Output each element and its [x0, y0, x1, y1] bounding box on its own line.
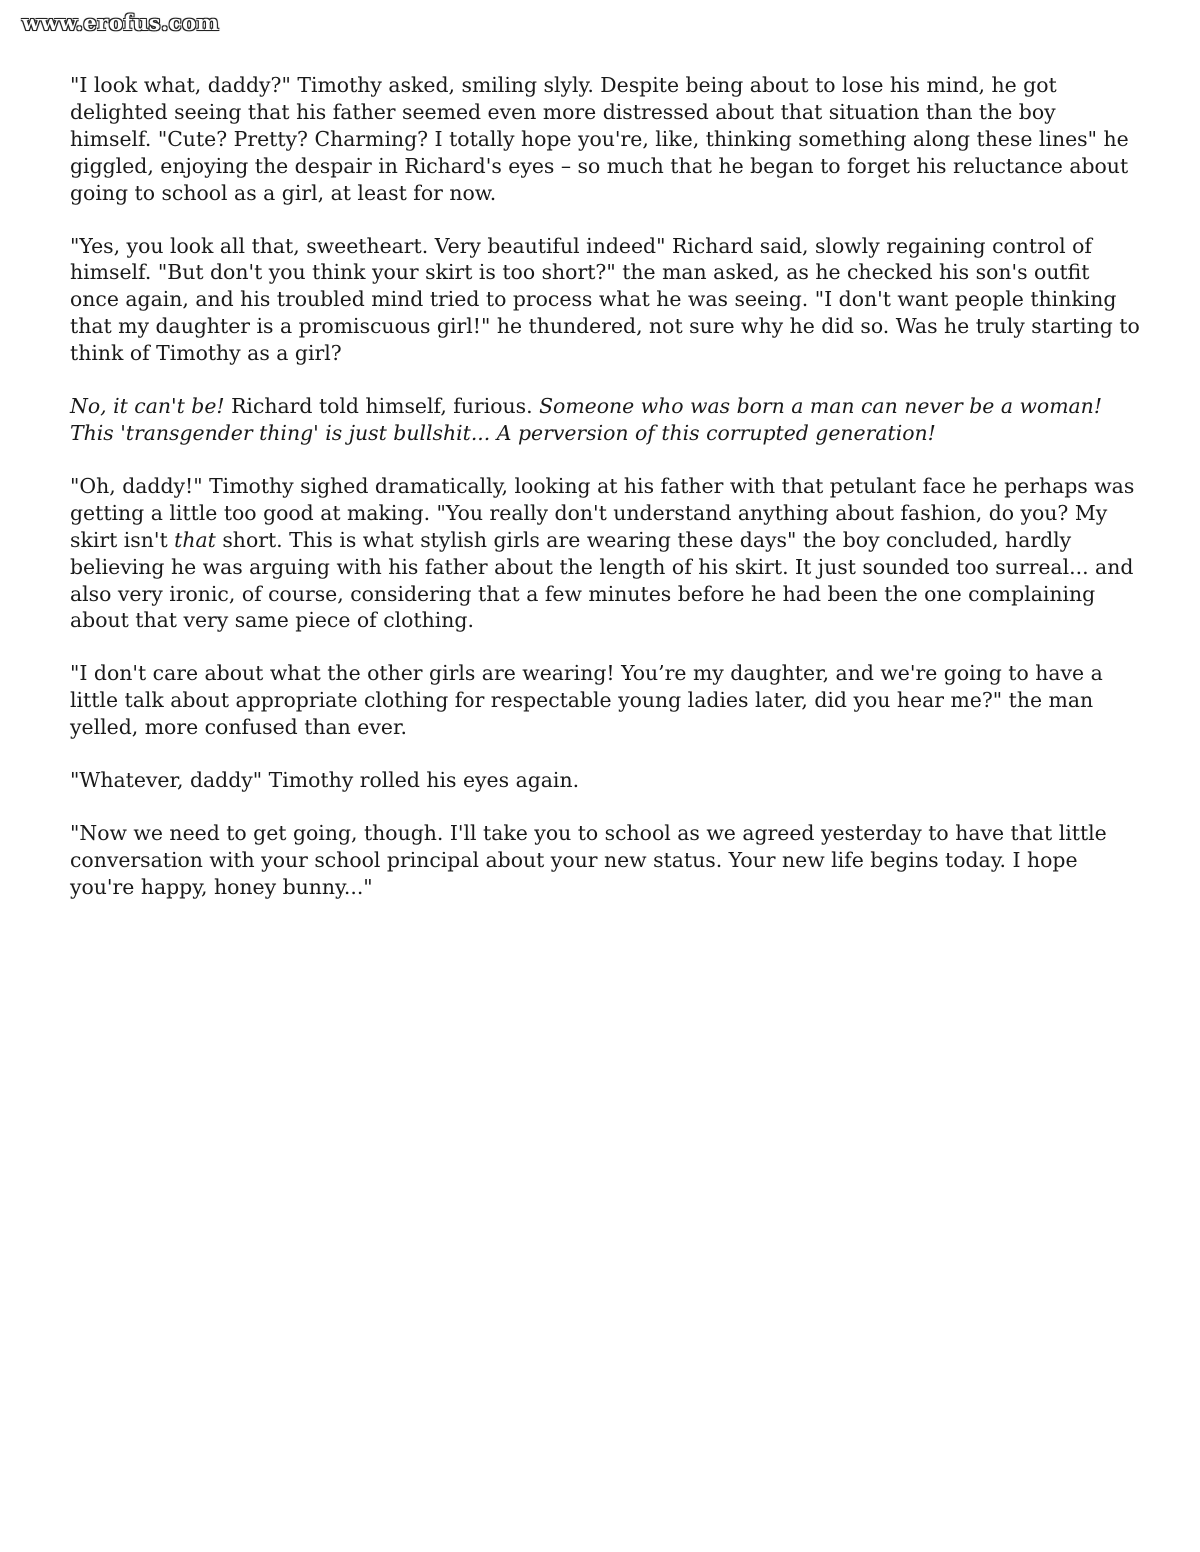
paragraph-5 — [70, 660, 1142, 741]
italic-emphasis: that — [174, 527, 216, 552]
document-body — [70, 72, 1142, 927]
paragraph-3-inner-thoughts — [70, 393, 1142, 447]
paragraph-text: short. This is what stylish girls are wearing these days" the boy concluded, hardly believing he was arguing with his father about the length of his skirt. It just sounded too surreal... and also very ironic, of course, considering that a few minutes before he had been the one complaining about that very same piece of clothing. — [70, 527, 1134, 633]
italic-thought: Someone who was born a man can never be a woman! This 'transgender thing' is just bullshit... A perversion of this corrupted generation! — [70, 394, 1103, 445]
paragraph-6 — [70, 767, 1142, 794]
paragraph-text: Richard told himself, furious. — [224, 394, 540, 419]
paragraph-text: "I don't care about what the other girls are wearing! You’re my daughter, and we're going to have a little talk about appropriate clothing for respectable young ladies later, did you hear me?" the man yelled, more confused than ever. — [70, 661, 1103, 740]
paragraph-text: "Now we need to get going, though. I'll take you to school as we agreed yesterday to have that little conversation with your school principal about your new status. Your new life begins today. I hope you're happy, honey bunny..." — [70, 820, 1107, 899]
paragraph-2 — [70, 233, 1142, 368]
paragraph-text: "Whatever, daddy" Timothy rolled his eyes again. — [70, 768, 580, 793]
site-watermark: www.erofus.com — [22, 10, 220, 35]
paragraph-text: "Yes, you look all that, sweetheart. Very beautiful indeed" Richard said, slowly regaining control of himself. "But don't you think your skirt is too short?" the man asked, as he checked his son's outfit once again, and his troubled mind tried to process what he was seeing. "I don't want people thinking that my daughter is a promiscuous girl!" he thundered, not sure why he did so. Was he truly starting to think of Timothy as a girl? — [70, 233, 1140, 366]
paragraph-4 — [70, 473, 1142, 634]
paragraph-text: "I look what, daddy?" Timothy asked, smiling slyly. Despite being about to lose his mind, he got delighted seeing that his father seemed even more distressed about that situation than the boy himself. "Cute? Pretty? Charming? I totally hope you're, like, thinking something along these lines" he giggled, enjoying the despair in Richard's eyes – so much that he began to forget his reluctance about going to school as a girl, at least for now. — [70, 73, 1129, 205]
italic-thought: No, it can't be! — [70, 394, 225, 419]
paragraph-text: "Oh, daddy!" Timothy sighed dramatically, looking at his father with that petulant face he perhaps was getting a little too good at making. "You really don't understand anything about fashion, do you? My skirt isn't — [70, 473, 1135, 552]
paragraph-1 — [70, 72, 1142, 207]
paragraph-7 — [70, 820, 1142, 901]
